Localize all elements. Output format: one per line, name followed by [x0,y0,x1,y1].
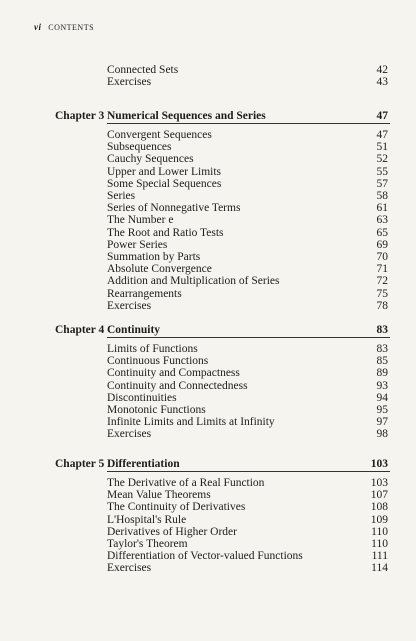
toc-entry [0,299,416,313]
toc-entry-page: 83 [376,343,388,355]
toc-entry-label: The Number e [107,214,174,227]
toc-entry-page: 98 [376,428,388,441]
toc-entry [0,75,416,89]
toc-entry-label: Differentiation of Vector-valued Functions [107,550,303,563]
toc-entry-label: The Continuity of Derivatives [107,501,246,514]
toc-entry-page: 63 [376,214,388,227]
toc-entry-label: Subsequences [107,141,172,154]
chapter-page: 83 [376,324,388,336]
toc-entry [0,561,416,575]
chapter-title: Continuity [107,324,161,336]
chapter-number: Chapter 5 [55,458,105,470]
toc-entry-page: 55 [376,165,388,178]
toc-entry-page: 43 [376,76,388,89]
toc-entry-label: Addition and Multiplication of Series [107,275,280,288]
toc-entry [0,427,416,441]
toc-entry-page: 42 [376,64,388,76]
toc-entry-page: 109 [370,513,388,526]
toc-entry-label: Limits of Functions [107,343,198,355]
chapter-rule [107,471,390,472]
running-head-title: CONTENTS [48,23,95,32]
toc-entry-page: 94 [376,391,388,404]
toc-entry-label: Continuity and Connectedness [107,379,248,392]
toc-entry-label: Continuity and Compactness [107,367,240,380]
toc-entry-label: L'Hospital's Rule [107,513,187,526]
toc-entry-page: 61 [376,202,388,215]
toc-entry-page: 72 [376,275,388,288]
toc-entry-label: Series [107,190,136,202]
toc-entry-label: Power Series [107,238,168,251]
toc-entry-page: 95 [376,404,388,416]
chapter-heading [0,456,416,472]
running-head [34,22,94,32]
toc-entry-label: Summation by Parts [107,251,201,263]
toc-entry-label: Exercises [107,562,152,575]
toc-entry-page: 107 [370,489,388,502]
toc-entry-page: 52 [376,153,388,166]
chapter-heading [0,322,416,338]
toc-entry-label: Discontinuities [107,391,177,404]
toc-entry-label: The Root and Ratio Tests [107,226,224,239]
toc-entry-label: Derivatives of Higher Order [107,525,237,538]
toc-entry-label: Cauchy Sequences [107,153,194,166]
toc-entry-page: 85 [376,355,388,368]
toc-entry-page: 97 [376,416,388,429]
toc-entry-label: Exercises [107,76,152,89]
toc-entry-page: 93 [376,379,388,392]
toc-entry-label: Convergent Sequences [107,129,212,141]
chapter-page: 47 [376,110,388,122]
toc-entry-page: 51 [376,141,388,154]
chapter-rule [107,337,390,338]
toc-entry-page: 103 [370,477,388,489]
toc-entry-label: Mean Value Theorems [107,489,211,502]
toc-entry-label: Exercises [107,299,152,312]
toc-entry-label: Upper and Lower Limits [107,165,222,178]
toc-entry-page: 108 [370,501,388,514]
chapter-rule [107,123,390,124]
toc-entry-label: Taylor's Theorem [107,538,188,550]
toc-entry-label: Rearrangements [107,287,182,300]
toc-entry-label: Absolute Convergence [107,263,212,276]
toc-entry-page: 69 [376,238,388,251]
chapter-number: Chapter 3 [55,110,105,122]
toc-entry-page: 57 [376,177,388,190]
toc-entry-page: 65 [376,226,388,239]
toc-entry-label: Series of Nonnegative Terms [107,202,241,215]
chapter-heading [0,108,416,124]
toc-entry-label: Connected Sets [107,64,179,76]
toc-entry-label: Monotonic Functions [107,404,206,416]
running-head-page-number: vi [34,22,42,32]
toc-entry-label: Exercises [107,428,152,441]
toc-entry-page: 47 [376,129,388,141]
toc-entry-page: 114 [371,562,388,575]
chapter-page: 103 [370,458,388,470]
toc-entry-label: Some Special Sequences [107,177,222,190]
toc-entry-page: 110 [371,538,388,550]
toc-entry-label: Continuous Functions [107,355,209,368]
toc-entry-page: 111 [371,550,388,563]
toc-entry-page: 110 [371,525,388,538]
toc-entry-page: 75 [376,287,388,300]
toc-entry-page: 78 [376,299,388,312]
toc-entry-label: Infinite Limits and Limits at Infinity [107,416,275,429]
chapter-number: Chapter 4 [55,324,105,336]
toc-entry-page: 70 [376,251,388,263]
toc-entry-page: 89 [376,367,388,380]
chapter-title: Differentiation [107,458,180,470]
chapter-title: Numerical Sequences and Series [107,110,266,122]
toc-entry-page: 58 [376,190,388,202]
toc-entry-label: The Derivative of a Real Function [107,477,265,489]
toc-entry-page: 71 [376,263,388,276]
